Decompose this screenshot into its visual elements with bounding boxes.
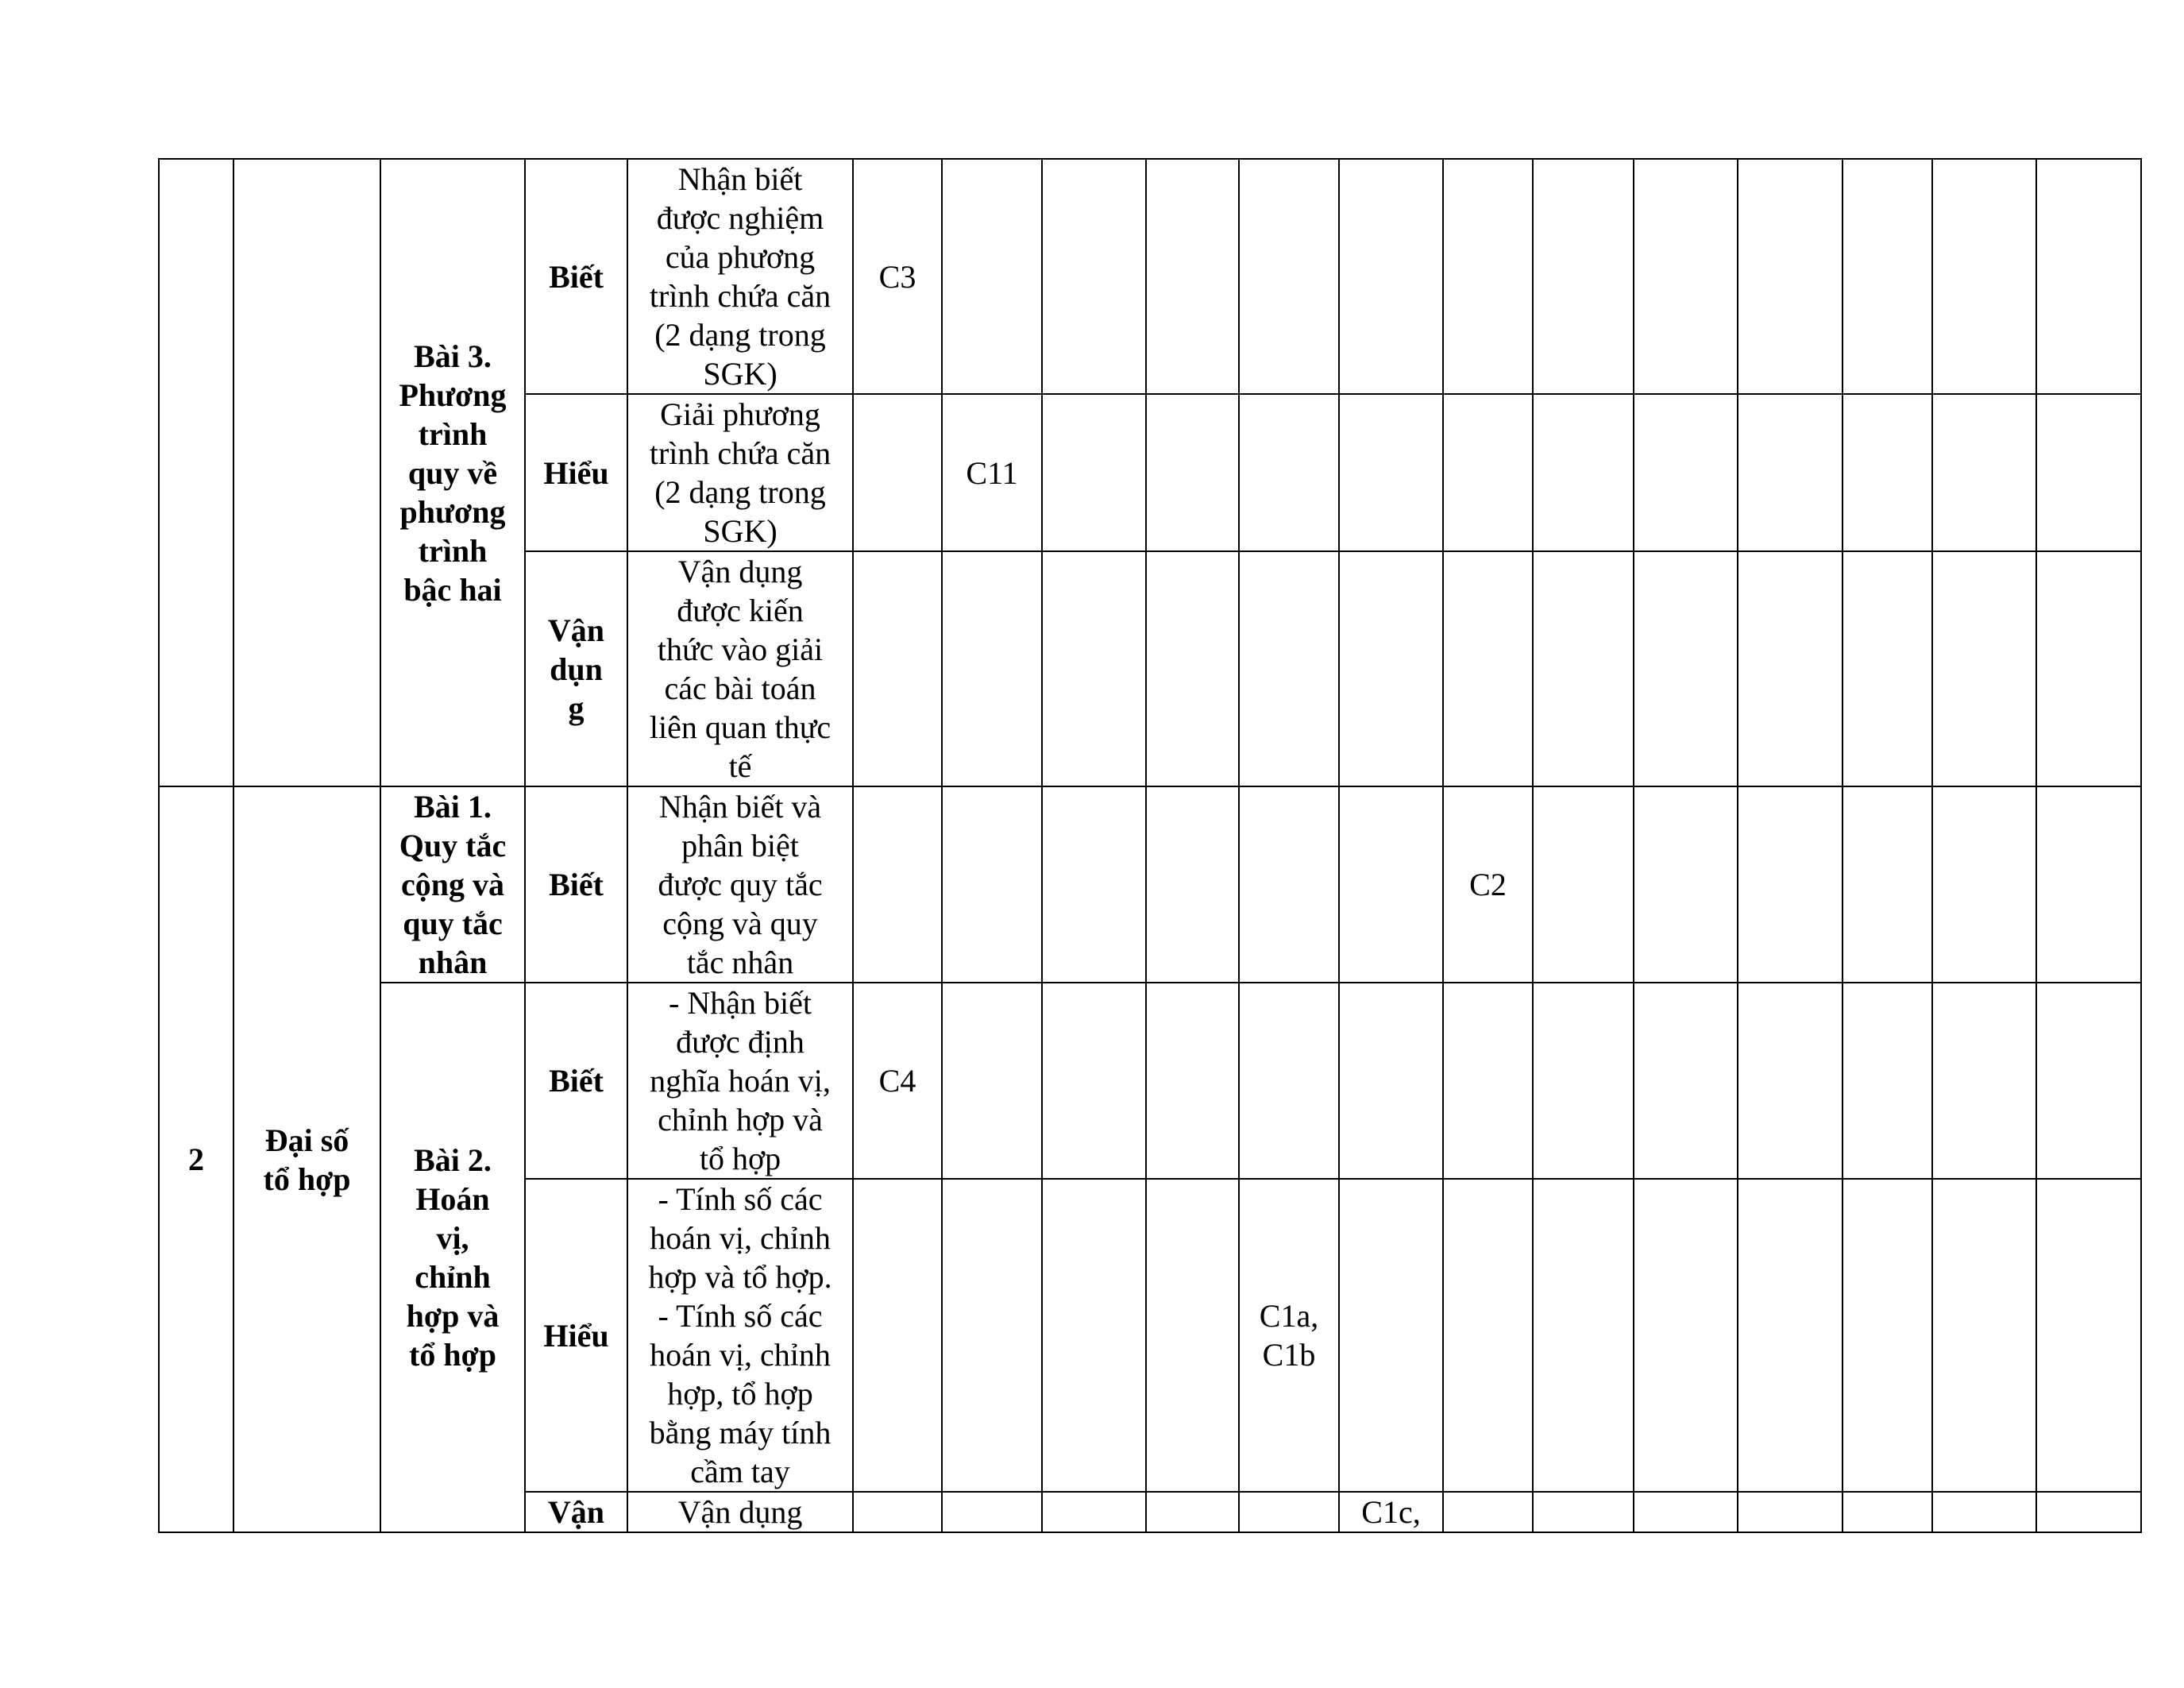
matrix-cell bbox=[1634, 786, 1738, 983]
matrix-cell bbox=[1843, 159, 1932, 394]
matrix-cell bbox=[1339, 551, 1443, 786]
matrix-cell bbox=[1443, 159, 1533, 394]
matrix-cell bbox=[1443, 394, 1533, 551]
matrix-cell bbox=[1533, 786, 1634, 983]
matrix-cell bbox=[1042, 159, 1146, 394]
matrix-cell bbox=[942, 1179, 1042, 1492]
matrix-cell bbox=[1634, 394, 1738, 551]
level-cell: Biết bbox=[525, 786, 627, 983]
matrix-cell bbox=[1239, 1492, 1339, 1532]
matrix-cell bbox=[2036, 1179, 2141, 1492]
matrix-cell bbox=[1339, 394, 1443, 551]
level-cell: Vận bbox=[525, 1492, 627, 1532]
level-cell: Biết bbox=[525, 159, 627, 394]
table-row bbox=[159, 983, 2141, 1179]
lesson-cell: Bài 2. Hoán vị, chỉnh hợp và tổ hợp bbox=[380, 983, 525, 1532]
chapter-name-cell bbox=[233, 159, 380, 786]
matrix-cell bbox=[1533, 983, 1634, 1179]
content-cell: - Nhận biết được định nghĩa hoán vị, chỉnh hợp và tổ hợp bbox=[627, 983, 853, 1179]
matrix-cell: C2 bbox=[1443, 786, 1533, 983]
matrix-cell bbox=[1042, 983, 1146, 1179]
content-cell: - Tính số các hoán vị, chỉnh hợp và tổ hợp. - Tính số các hoán vị, chỉnh hợp, tổ hợp bằng máy tính cầm tay bbox=[627, 1179, 853, 1492]
assessment-matrix-table bbox=[158, 158, 2142, 1533]
level-cell: Hiểu bbox=[525, 394, 627, 551]
matrix-cell bbox=[2036, 551, 2141, 786]
matrix-cell bbox=[1533, 1179, 1634, 1492]
matrix-cell bbox=[2036, 786, 2141, 983]
matrix-cell bbox=[1146, 394, 1239, 551]
matrix-cell bbox=[1738, 159, 1843, 394]
matrix-cell bbox=[853, 551, 942, 786]
matrix-cell bbox=[1146, 159, 1239, 394]
matrix-cell bbox=[1932, 551, 2036, 786]
content-cell: Giải phương trình chứa căn (2 dạng trong SGK) bbox=[627, 394, 853, 551]
matrix-cell bbox=[1738, 1179, 1843, 1492]
matrix-cell bbox=[1443, 551, 1533, 786]
matrix-cell bbox=[1738, 983, 1843, 1179]
matrix-cell bbox=[1843, 551, 1932, 786]
matrix-cell bbox=[1533, 394, 1634, 551]
chapter-number-cell bbox=[159, 159, 233, 786]
matrix-cell bbox=[1843, 1179, 1932, 1492]
matrix-cell bbox=[1239, 786, 1339, 983]
matrix-cell bbox=[1843, 1492, 1932, 1532]
matrix-cell bbox=[942, 983, 1042, 1179]
matrix-cell bbox=[1443, 1179, 1533, 1492]
matrix-cell bbox=[1239, 551, 1339, 786]
matrix-cell bbox=[1443, 983, 1533, 1179]
content-cell: Vận dụng được kiến thức vào giải các bài toán liên quan thực tế bbox=[627, 551, 853, 786]
matrix-cell bbox=[1634, 159, 1738, 394]
matrix-cell bbox=[1738, 551, 1843, 786]
matrix-cell bbox=[1042, 1492, 1146, 1532]
matrix-cell bbox=[1843, 394, 1932, 551]
lesson-cell: Bài 3. Phương trình quy về phương trình bậc hai bbox=[380, 159, 525, 786]
matrix-cell bbox=[1042, 786, 1146, 983]
table-row bbox=[159, 159, 2141, 394]
matrix-cell bbox=[1932, 786, 2036, 983]
matrix-cell bbox=[1932, 1492, 2036, 1532]
level-cell: Vận dụn g bbox=[525, 551, 627, 786]
matrix-cell bbox=[1239, 394, 1339, 551]
matrix-cell bbox=[1932, 159, 2036, 394]
chapter-number-cell: 2 bbox=[159, 786, 233, 1532]
matrix-cell bbox=[1146, 983, 1239, 1179]
lesson-cell: Bài 1. Quy tắc cộng và quy tắc nhân bbox=[380, 786, 525, 983]
matrix-cell bbox=[2036, 159, 2141, 394]
matrix-cell bbox=[1533, 551, 1634, 786]
matrix-cell bbox=[1239, 983, 1339, 1179]
matrix-cell bbox=[1738, 1492, 1843, 1532]
matrix-cell bbox=[1042, 1179, 1146, 1492]
matrix-cell bbox=[853, 1179, 942, 1492]
matrix-cell bbox=[1042, 394, 1146, 551]
matrix-cell bbox=[1339, 983, 1443, 1179]
matrix-cell: C1c, bbox=[1339, 1492, 1443, 1532]
matrix-cell: C1a, C1b bbox=[1239, 1179, 1339, 1492]
matrix-cell bbox=[1843, 983, 1932, 1179]
matrix-cell bbox=[853, 1492, 942, 1532]
content-cell: Nhận biết và phân biệt được quy tắc cộng và quy tắc nhân bbox=[627, 786, 853, 983]
matrix-cell bbox=[1146, 786, 1239, 983]
matrix-cell bbox=[1146, 551, 1239, 786]
level-cell: Hiểu bbox=[525, 1179, 627, 1492]
matrix-cell bbox=[1533, 159, 1634, 394]
content-cell: Vận dụng bbox=[627, 1492, 853, 1532]
matrix-cell bbox=[1738, 786, 1843, 983]
matrix-cell bbox=[1634, 983, 1738, 1179]
matrix-cell bbox=[1146, 1179, 1239, 1492]
matrix-cell bbox=[942, 786, 1042, 983]
matrix-cell bbox=[1932, 1179, 2036, 1492]
matrix-cell bbox=[1932, 983, 2036, 1179]
matrix-cell: C11 bbox=[942, 394, 1042, 551]
matrix-cell: C4 bbox=[853, 983, 942, 1179]
matrix-cell bbox=[2036, 983, 2141, 1179]
matrix-cell bbox=[2036, 1492, 2141, 1532]
matrix-cell bbox=[853, 786, 942, 983]
table-row bbox=[159, 786, 2141, 983]
matrix-cell bbox=[942, 159, 1042, 394]
matrix-cell bbox=[1339, 786, 1443, 983]
matrix-cell bbox=[1042, 551, 1146, 786]
matrix-cell bbox=[1339, 1179, 1443, 1492]
matrix-cell bbox=[1634, 1492, 1738, 1532]
matrix-cell bbox=[1843, 786, 1932, 983]
matrix-cell bbox=[1634, 1179, 1738, 1492]
matrix-cell bbox=[1339, 159, 1443, 394]
matrix-cell bbox=[1932, 394, 2036, 551]
chapter-name-cell: Đại số tổ hợp bbox=[233, 786, 380, 1532]
matrix-cell bbox=[1634, 551, 1738, 786]
content-cell: Nhận biết được nghiệm của phương trình chứa căn (2 dạng trong SGK) bbox=[627, 159, 853, 394]
matrix-cell bbox=[1738, 394, 1843, 551]
matrix-cell: C3 bbox=[853, 159, 942, 394]
level-cell: Biết bbox=[525, 983, 627, 1179]
matrix-cell bbox=[1239, 159, 1339, 394]
matrix-cell bbox=[1146, 1492, 1239, 1532]
matrix-cell bbox=[1443, 1492, 1533, 1532]
matrix-cell bbox=[942, 551, 1042, 786]
matrix-cell bbox=[942, 1492, 1042, 1532]
matrix-cell bbox=[1533, 1492, 1634, 1532]
matrix-cell bbox=[853, 394, 942, 551]
matrix-cell bbox=[2036, 394, 2141, 551]
